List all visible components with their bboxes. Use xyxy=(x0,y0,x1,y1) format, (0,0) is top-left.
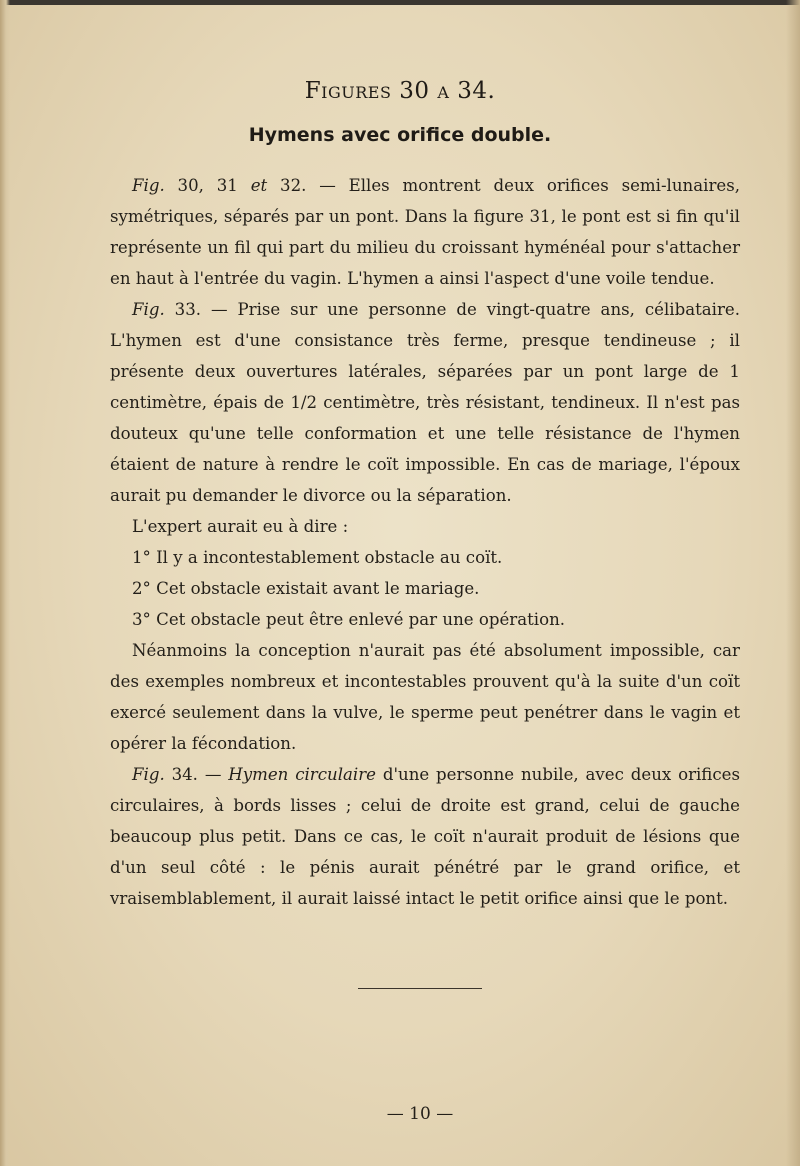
paragraph-text: — Prise sur une personne de vingt-quatre ans, célibataire. L'hymen est d'une consistance très ferme, presque tendineuse ; il présente deux ouvertures latérales, séparées par un pont large de 1 centimètre, épais de 1/2 centimètre, très résistant, tendineux. Il n'est pas douteux qu'une telle conformation et une telle résistance de l'hymen étaient de nature à rendre le coït impossible. En cas de mariage, l'époux aurait pu demander le divorce ou la séparation. xyxy=(110,300,740,505)
paragraph-conception: Néanmoins la conception n'aurait pas été absolument impossible, car des exemples nombreux et incontestables prouvent qu'à la suite d'un coït exercé seulement dans la vulve, le sperme peut penétrer dans le vagin et opérer la fécondation. xyxy=(110,641,740,753)
list-item-3: 3° Cet obstacle peut être enlevé par une opération. xyxy=(132,610,566,629)
paragraph-fig-34 xyxy=(110,759,740,914)
list-item-2: 2° Cet obstacle existait avant le mariage. xyxy=(132,579,480,598)
dash-separator: — xyxy=(197,765,229,784)
list-item-1: 1° Il y a incontestablement obstacle au coït. xyxy=(132,548,503,567)
scan-right-edge xyxy=(786,0,800,1166)
section-title: Hymens avec orifice double. xyxy=(248,124,552,146)
scan-top-edge xyxy=(0,0,800,5)
paragraph-text: — Elles montrent deux orifices semi-lunaires, symétriques, séparés par un pont. Dans la figure 31, le pont est si fin qu'il représente un fil qui part du milieu du croissant hyménéal pour s'attacher en haut à l'entrée du vagin. L'hymen a ainsi l'aspect d'une voile tendue. xyxy=(110,176,740,288)
paragraph-expert-intro: L'expert aurait eu à dire : xyxy=(132,517,349,536)
italic-term: Hymen circulaire xyxy=(228,765,376,784)
page-heading xyxy=(0,78,800,104)
fig-label: Fig. xyxy=(132,300,165,319)
separator-rule xyxy=(358,988,482,989)
page-number: — 10 — xyxy=(386,1104,454,1124)
scan-left-edge xyxy=(0,0,10,1166)
fig-numbers: 34. xyxy=(164,765,198,784)
fig-et: et xyxy=(250,176,268,195)
fig-label: Fig. xyxy=(132,765,165,784)
fig-numbers: 30, 31 xyxy=(164,176,251,195)
paragraph-fig-33 xyxy=(110,294,740,511)
body-text xyxy=(110,170,740,914)
fig-last-number: 32. xyxy=(267,176,307,195)
paragraph-fig-30-32 xyxy=(110,170,740,294)
fig-label: Fig. xyxy=(132,176,165,195)
heading-text: Figures 30 a 34. xyxy=(304,78,496,104)
fig-numbers: 33. xyxy=(164,300,202,319)
paragraph-text: d'une personne nubile, avec deux orifices circulaires, à bords lisses ; celui de droite est grand, celui de gauche beaucoup plus petit. Dans ce cas, le coït n'aurait produit de lésions que d'un seul côté : le pénis aurait pénétré par le grand orifice, et vraisemblablement, il aurait laissé intact le petit orifice ainsi que le pont. xyxy=(110,765,741,908)
